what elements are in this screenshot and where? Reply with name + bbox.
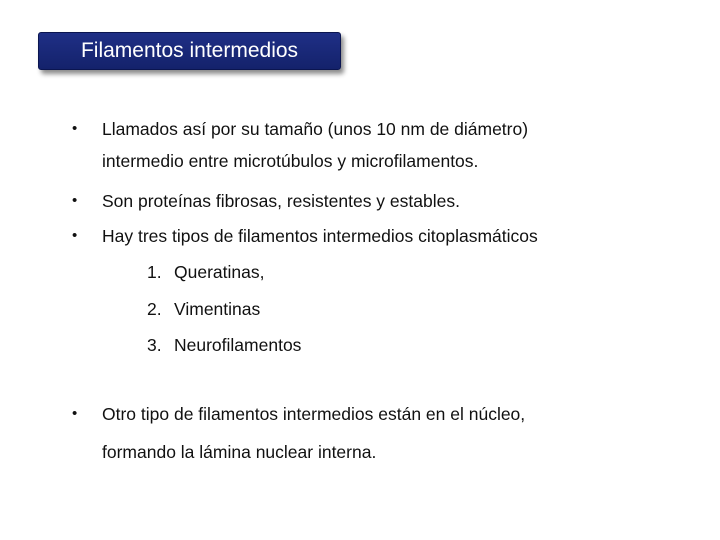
- list-number: 1.: [147, 262, 162, 282]
- bullet-text: Son proteínas fibrosas, resistentes y estables.: [102, 191, 460, 211]
- bullet-text: intermedio entre microtúbulos y microfilamentos.: [102, 151, 479, 171]
- bullet-marker: •: [72, 120, 78, 137]
- bullet-marker: •: [72, 192, 78, 209]
- bullet-text: Otro tipo de filamentos intermedios están en el núcleo,: [102, 404, 526, 424]
- slide-title: Filamentos intermedios: [38, 32, 341, 70]
- list-item-text: Queratinas,: [174, 262, 265, 282]
- list-item-text: Neurofilamentos: [174, 335, 302, 355]
- bullet-marker: •: [72, 405, 78, 422]
- list-number: 3.: [147, 335, 162, 355]
- bullet-marker: •: [72, 227, 78, 244]
- list-number: 2.: [147, 299, 162, 319]
- bullet-text: Llamados así por su tamaño (unos 10 nm de diámetro): [102, 119, 529, 139]
- bullet-text: Hay tres tipos de filamentos intermedios citoplasmáticos: [102, 226, 538, 246]
- bullet-text: formando la lámina nuclear interna.: [102, 442, 377, 462]
- list-item-text: Vimentinas: [174, 299, 261, 319]
